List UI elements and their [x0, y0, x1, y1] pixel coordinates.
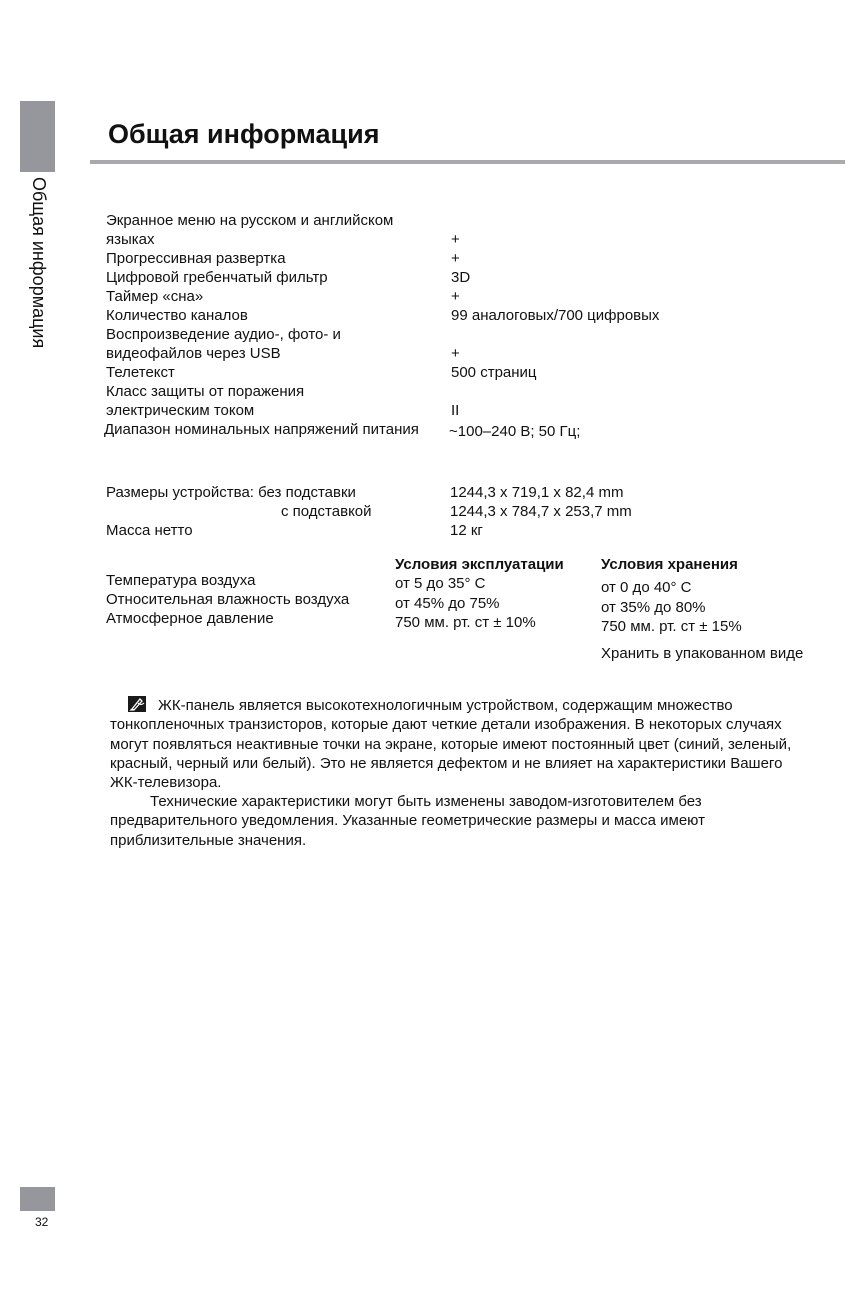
- disclaimer-paragraph: Технические характеристики могут быть изменены заводом-изготовителем без предварительного уведомления. Указанные геометрические размеры и масса имеют приблизительные значения.: [110, 793, 705, 849]
- note-pencil-icon: [128, 696, 146, 712]
- operation-value: 750 мм. рт. ст ± 10%: [395, 614, 536, 631]
- spec-label: Телетекст: [106, 364, 175, 381]
- spec-label: Прогрессивная развертка: [106, 250, 286, 267]
- spec-label: Количество каналов: [106, 307, 248, 324]
- spec-value: +: [451, 231, 460, 248]
- side-tab: [20, 101, 55, 172]
- mass-label: Масса нетто: [106, 522, 193, 539]
- spec-value: 3D: [451, 269, 471, 286]
- spec-label: видеофайлов через USB: [106, 345, 281, 362]
- dimensions-label: Размеры устройства: без подставки: [106, 484, 356, 501]
- storage-value: от 35% до 80%: [601, 599, 706, 616]
- operation-header: Условия эксплуатации: [395, 556, 564, 573]
- spec-label: Класс защиты от поражения: [106, 383, 305, 400]
- spec-label: Экранное меню на русском и английском: [106, 212, 394, 229]
- storage-value: от 0 до 40° С: [601, 579, 692, 596]
- side-section-label: Общая информация: [29, 177, 49, 349]
- spec-label: Цифровой гребенчатый фильтр: [106, 269, 328, 286]
- storage-header: Условия хранения: [601, 556, 738, 573]
- operation-value: от 45% до 75%: [395, 595, 500, 612]
- spec-value: 99 аналоговых/700 цифровых: [451, 307, 660, 324]
- spec-label: электрическим током: [106, 402, 255, 419]
- spec-label: языках: [106, 231, 155, 248]
- spec-label: Таймер «сна»: [106, 288, 204, 305]
- spec-value: II: [451, 402, 460, 419]
- operation-value: от 5 до 35° С: [395, 575, 486, 592]
- page-number-tab: [20, 1187, 55, 1211]
- storage-note: Хранить в упакованном виде: [601, 645, 804, 662]
- with-stand-label: с подставкой: [281, 503, 372, 520]
- page-title: Общая информация: [108, 119, 380, 149]
- condition-label: Относительная влажность воздуха: [106, 591, 350, 608]
- spec-label: Диапазон номинальных напряжений питания: [104, 421, 419, 438]
- page-number: 32: [35, 1215, 49, 1229]
- spec-value: +: [451, 345, 460, 362]
- title-divider: [90, 160, 845, 164]
- spec-label: Воспроизведение аудио-, фото- и: [106, 326, 341, 343]
- spec-value: 500 страниц: [451, 364, 537, 381]
- storage-value: 750 мм. рт. ст ± 15%: [601, 618, 742, 635]
- spec-value: +: [451, 250, 460, 267]
- dimensions-with-stand: 1244,3 x 784,7 x 253,7 mm: [450, 503, 632, 520]
- mass-value: 12 кг: [450, 522, 483, 539]
- note-paragraph: [110, 696, 800, 792]
- spec-value: ~100–240 В; 50 Гц;: [449, 423, 581, 440]
- note-text: ЖК-панель является высокотехнологичным устройством, содержащим множество тонкопленочных транзисторов, которые дают четкие детали изображения. В некоторых случаях могут появляться неактивные точки на экране, которые имеют постоянный цвет (синий, зеленый, красный, черный или белый). Это не является дефектом и не влияет на характеристики Вашего ЖК-телевизора.: [110, 697, 792, 792]
- spec-value: +: [451, 288, 460, 305]
- condition-label: Атмосферное давление: [106, 610, 274, 627]
- condition-label: Температура воздуха: [106, 572, 256, 589]
- dimensions-without-stand: 1244,3 x 719,1 x 82,4 mm: [450, 484, 624, 501]
